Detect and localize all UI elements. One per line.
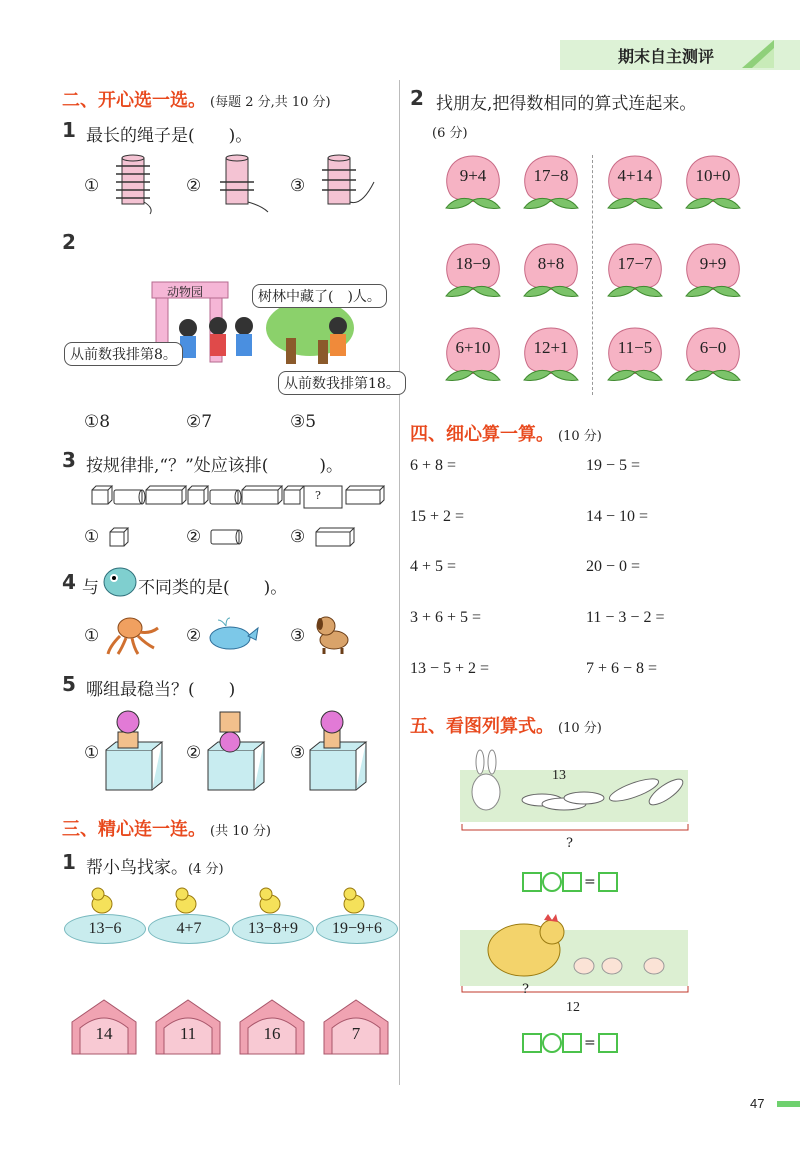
answer-row-2	[522, 1032, 618, 1053]
calc-right-1: 19 − 5 =	[586, 457, 641, 474]
rabbit-question: ?	[566, 836, 573, 851]
bird-equation-4: 19−9+6	[316, 914, 398, 944]
house-1-number: 14	[95, 1024, 113, 1043]
q2-1-text: 最长的绳子是( )。	[86, 126, 253, 146]
peach-equation: 9+9	[699, 254, 727, 273]
peach-5[interactable]	[438, 238, 508, 300]
peach-4[interactable]	[678, 150, 748, 212]
calc-left-2: 15 + 2 =	[410, 508, 465, 525]
peach-equation: 12+1	[533, 338, 569, 357]
cylinder-icon	[208, 526, 244, 548]
bird-equation-3: 13−8+9	[232, 914, 314, 944]
rope-spool-2-icon	[212, 152, 272, 216]
peach-6[interactable]	[516, 238, 586, 300]
peach-equation: 17−8	[533, 166, 569, 185]
section-4-title: 四、细心算一算。 (10 分)	[410, 424, 602, 445]
rope-spool-3-icon	[314, 152, 378, 216]
house-3-number: 16	[263, 1024, 281, 1043]
q2-1-opt1: ①	[84, 176, 100, 196]
pattern-shapes	[90, 484, 385, 512]
hen-eggs-illustration	[460, 910, 692, 1006]
q2-4-opt3: ③	[290, 626, 306, 646]
q2-2-opt3: ③5	[290, 412, 317, 432]
peach-equation: 4+14	[617, 166, 653, 185]
rabbit-carrots-illustration	[460, 748, 692, 848]
calc-right-5: 7 + 6 − 8 =	[586, 660, 658, 677]
peach-equation: 18−9	[455, 254, 491, 273]
house-2	[152, 998, 224, 1056]
stack-3-icon	[306, 708, 370, 794]
fish-icon	[100, 564, 138, 600]
answer-box-2c[interactable]	[598, 1033, 618, 1053]
header-logo-icon	[738, 36, 778, 72]
answer-box-1a[interactable]	[522, 872, 542, 892]
q3-2-note: (6 分)	[432, 126, 468, 141]
section-2-title: 二、开心选一选。 (每题 2 分,共 10 分)	[62, 90, 331, 111]
calc-right-3: 20 − 0 =	[586, 558, 641, 575]
peach-11[interactable]	[600, 322, 670, 384]
equal-sign-1: =	[584, 874, 596, 890]
q3-2-text: 找朋友,把得数相同的算式连起来。	[436, 94, 697, 114]
peach-equation: 6+10	[455, 338, 491, 357]
q3-2-number: 2	[410, 86, 424, 110]
q2-1-number: 1	[62, 118, 76, 142]
pattern-question-mark: ?	[315, 489, 321, 502]
cube-small-icon	[108, 526, 132, 548]
q2-4-text-b: 不同类的是( )。	[138, 578, 288, 598]
q2-5-text: 哪组最稳当？( )	[86, 680, 236, 700]
peach-10[interactable]	[516, 322, 586, 384]
peach-equation: 17−7	[617, 254, 653, 273]
q2-1-opt2: ②	[186, 176, 202, 196]
bird-equation-2: 4+7	[148, 914, 230, 944]
answer-op-1[interactable]	[542, 872, 562, 892]
octopus-icon	[106, 614, 162, 658]
q2-2-opt2: ②7	[186, 412, 213, 432]
q2-2-number: 2	[62, 230, 76, 254]
peach-3[interactable]	[600, 150, 670, 212]
peach-equation: 9+4	[459, 166, 487, 185]
calc-right-4: 11 − 3 − 2 =	[586, 609, 665, 626]
equal-sign-2: =	[584, 1035, 596, 1051]
dog-icon	[312, 612, 356, 656]
answer-box-1b[interactable]	[562, 872, 582, 892]
peach-equation: 11−5	[617, 338, 653, 357]
calc-right-2: 14 − 10 =	[586, 508, 649, 525]
q2-2-opt1: ①8	[84, 412, 111, 432]
house-4	[320, 998, 392, 1056]
rabbit-top-number: 13	[552, 768, 566, 783]
column-divider	[399, 80, 400, 1085]
peach-divider-dashed	[592, 155, 593, 395]
hen-total-number: 12	[566, 1000, 580, 1015]
q2-4-number: 4	[62, 570, 76, 594]
stack-1-icon	[102, 708, 166, 794]
whale-icon	[206, 616, 262, 652]
calc-left-4: 3 + 6 + 5 =	[410, 609, 482, 626]
q2-4-text-a: 与	[82, 578, 99, 598]
header-title: 期末自主测评	[618, 47, 715, 66]
peach-12[interactable]	[678, 322, 748, 384]
rope-spool-1-icon	[108, 152, 168, 216]
calc-left-3: 4 + 5 =	[410, 558, 457, 575]
q2-4-opt2: ②	[186, 626, 202, 646]
q2-1-opt3: ③	[290, 176, 306, 196]
peach-1[interactable]	[438, 150, 508, 212]
bird-equation-1: 13−6	[64, 914, 146, 944]
page-number: 47	[750, 1096, 765, 1111]
q2-5-opt2: ②	[186, 743, 202, 763]
q2-5-opt3: ③	[290, 743, 306, 763]
peach-9[interactable]	[438, 322, 508, 384]
peach-equation: 10+0	[695, 166, 731, 185]
answer-row-1	[522, 871, 618, 892]
q2-4-opt1: ①	[84, 626, 100, 646]
house-3	[236, 998, 308, 1056]
house-1	[68, 998, 140, 1056]
calc-left-1: 6 + 8 =	[410, 457, 457, 474]
q2-3-opt1: ①	[84, 527, 100, 547]
stack-2-icon	[204, 708, 268, 794]
q2-5-opt1: ①	[84, 743, 100, 763]
peach-2[interactable]	[516, 150, 586, 212]
peach-equation: 8+8	[537, 254, 565, 273]
house-2-number: 11	[179, 1024, 197, 1043]
q2-3-opt3: ③	[290, 527, 306, 547]
speech-bubble-18th: 从前数我排第18。	[278, 371, 406, 395]
q2-5-number: 5	[62, 672, 76, 696]
peach-8[interactable]	[678, 238, 748, 300]
section-3-title: 三、精心连一连。 (共 10 分)	[62, 819, 271, 840]
answer-box-2b[interactable]	[562, 1033, 582, 1053]
peach-equation: 6−0	[699, 338, 727, 357]
q2-3-text: 按规律排,“？”处应该排( )。	[86, 456, 344, 476]
q3-1-text: 帮小鸟找家。(4 分)	[86, 858, 224, 878]
cuboid-icon	[314, 526, 356, 548]
zoo-sign: 动物园	[167, 285, 204, 299]
section-5-title: 五、看图列算式。 (10 分)	[410, 716, 602, 737]
page-bar	[777, 1101, 800, 1107]
calc-left-5: 13 − 5 + 2 =	[410, 660, 490, 677]
speech-bubble-hidden: 树林中藏了( )人。	[252, 284, 387, 308]
answer-box-2a[interactable]	[522, 1033, 542, 1053]
house-4-number: 7	[351, 1024, 361, 1043]
birds-row-icon	[84, 884, 384, 918]
q3-1-number: 1	[62, 850, 76, 874]
answer-box-1c[interactable]	[598, 872, 618, 892]
hen-question: ?	[522, 982, 529, 997]
answer-op-2[interactable]	[542, 1033, 562, 1053]
q2-3-opt2: ②	[186, 527, 202, 547]
q2-3-number: 3	[62, 448, 76, 472]
peach-7[interactable]	[600, 238, 670, 300]
speech-bubble-8th: 从前数我排第8。	[64, 342, 183, 366]
